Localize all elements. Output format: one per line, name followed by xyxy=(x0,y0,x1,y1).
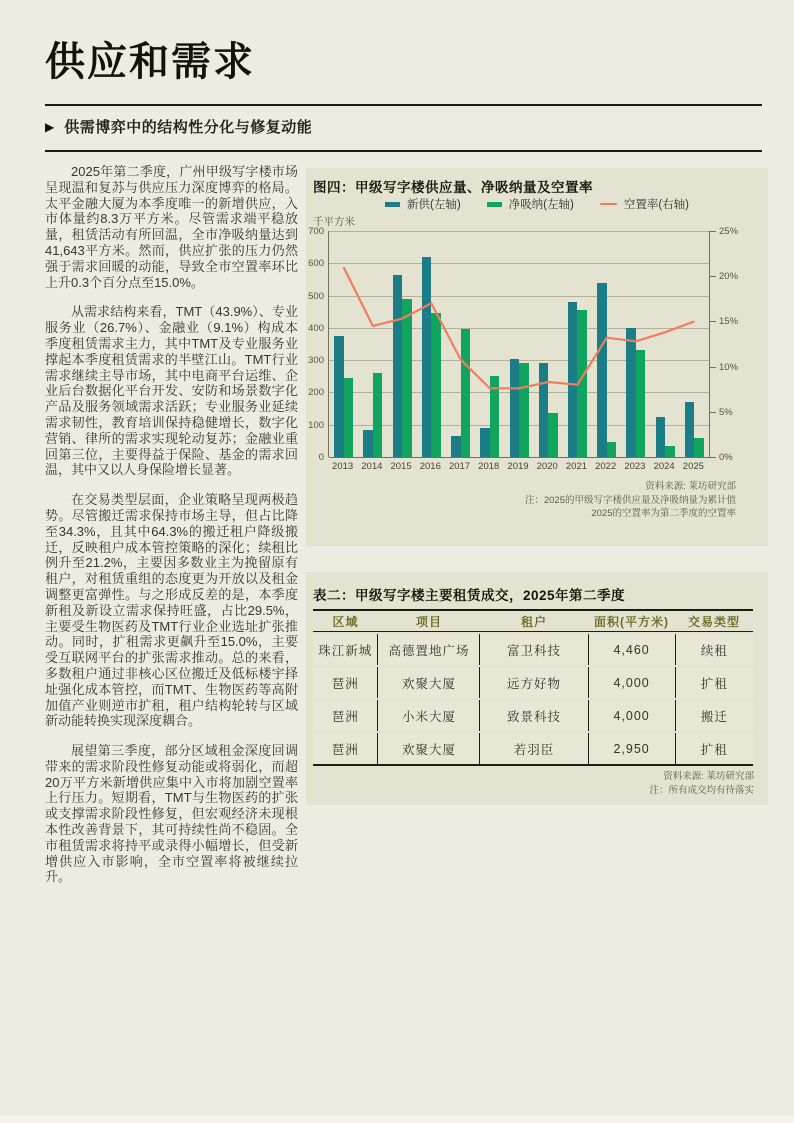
table-cell: 小米大厦 xyxy=(377,700,479,731)
table-title: 表二：甲级写字楼主要租赁成交，2025年第二季度 xyxy=(313,588,626,603)
y-axis-unit-label: 千平方米 xyxy=(313,216,355,228)
table-cell: 琶洲 xyxy=(331,709,359,724)
table-cell: 欢聚大厦 xyxy=(377,667,479,698)
figure-title: 图四：甲级写字楼供应量、净吸纳量及空置率 xyxy=(313,180,593,195)
right-axis-tick xyxy=(709,231,716,232)
left-axis-tick-label: 400 xyxy=(308,322,324,334)
table-footnotes xyxy=(649,770,754,797)
right-axis-tick-label: 25% xyxy=(719,226,739,237)
table-row xyxy=(313,733,753,764)
table-cell: 4,000 xyxy=(588,667,675,698)
table-row xyxy=(313,667,753,698)
table-cell: 琶洲 xyxy=(331,742,359,757)
x-axis-label-2013: 2013 xyxy=(332,461,354,472)
table-bottom-rule xyxy=(313,764,753,766)
x-axis-label-2024: 2024 xyxy=(653,461,675,472)
article-text-column xyxy=(45,164,298,899)
chart-source: 资料来源: 莱坊研究部 xyxy=(645,481,736,492)
leasing-table xyxy=(313,609,753,766)
table-cell: 珠江新城 xyxy=(318,643,373,658)
table-header-cell: 项目 xyxy=(415,614,442,629)
article-paragraph-2: 从需求结构来看，TMT（43.9%）、专业服务业（26.7%）、金融业（9.1%）构成本季度租赁需求主力，其中TMT及专业服务业撑起本季度租赁需求的半壁江山。TMT行业需求继续主导市场，其中电商平台运维、企业后台数据化平台开发、安防和场景数字化产品及服务领域需求活跃；专业服务业延续需求韧性，教育培训保持稳健增长，数字化营销、律所的需求实现轮动复苏；金融业重回第三位，主要得益于保险、基金的需求回温，其中又以人身保险增长显著。 xyxy=(45,304,298,478)
left-axis-tick-label: 500 xyxy=(308,290,324,302)
article-paragraph-4: 展望第三季度，部分区域租金深度回调带来的需求阶段性修复动能或将弱化，而超20万平方米新增供应集中入市将加剧空置率上行压力。短期看，TMT与生物医药的扩张或支撑需求阶段性修复，但宏观经济未现根本性改善背景下，其可持续性尚不稳固。全市租赁需求将持平或录得小幅增长，但受新增供应入市影响，全市空置率将被继续拉升。 xyxy=(45,743,298,885)
legend-label: 空置率(右轴) xyxy=(623,199,689,211)
table-cell: 搬迁 xyxy=(675,700,753,731)
x-axis-label-2015: 2015 xyxy=(390,461,412,472)
chart-note: 2025的空置率为第二季度的空置率 xyxy=(591,508,736,519)
table-header-row xyxy=(313,609,753,632)
header-divider-bottom xyxy=(45,150,762,152)
page-title: 供应和需求 xyxy=(45,40,255,84)
right-axis-tick-label: 5% xyxy=(719,406,733,418)
left-axis-tick-label: 600 xyxy=(308,258,324,270)
table-cell: 2,950 xyxy=(588,733,675,764)
article-paragraph-1: 2025年第二季度，广州甲级写字楼市场呈现温和复苏与供应压力深度博弈的格局。太平金融大厦为本季度唯一的新增供应，入市体量约8.3万平方米。尽管需求端平稳放量，租赁活动有所回温，全市净吸纳量达到41,643平方米。然而，供应扩张的压力仍然强于需求回暖的动能，导致全市空置率环比上升0.3个百分点至15.0%。 xyxy=(45,164,298,290)
page-bottom-edge xyxy=(0,1115,794,1123)
right-axis-tick-label: 0% xyxy=(719,452,733,463)
table-header-cell: 租户 xyxy=(520,614,547,629)
table-header-cell: 区域 xyxy=(332,614,359,629)
table-row xyxy=(313,634,753,665)
x-axis-label-2019: 2019 xyxy=(507,461,529,472)
right-axis-tick xyxy=(709,321,716,322)
left-axis-tick-label: 700 xyxy=(308,226,324,237)
table-cell: 4,460 xyxy=(588,634,675,665)
table-cell: 扩租 xyxy=(675,667,753,698)
table-cell: 扩租 xyxy=(675,733,753,764)
figure-panel xyxy=(306,168,768,546)
right-axis-tick-label: 15% xyxy=(719,316,739,328)
table-cell: 远方好物 xyxy=(479,667,587,698)
table-header-cell: 面积(平方米) xyxy=(594,614,669,629)
x-axis-label-2016: 2016 xyxy=(419,461,441,472)
section-subtitle: 供需博弈中的结构性分化与修复动能 xyxy=(64,119,313,136)
right-axis-tick-label: 10% xyxy=(719,361,739,373)
table-row xyxy=(313,700,753,731)
right-axis-tick xyxy=(709,457,716,458)
right-axis-tick xyxy=(709,412,716,413)
table-cell: 琶洲 xyxy=(331,676,359,691)
legend-label: 净吸纳(左轴) xyxy=(508,199,574,211)
table-cell: 若羽臣 xyxy=(479,733,587,764)
triangle-bullet-icon: ▶ xyxy=(45,119,55,134)
left-axis-tick-label: 100 xyxy=(308,419,324,431)
right-axis-tick xyxy=(709,367,716,368)
x-axis-label-2018: 2018 xyxy=(478,461,500,472)
section-subtitle-row xyxy=(45,116,762,137)
header-divider-top xyxy=(45,104,762,106)
left-axis-tick-label: 300 xyxy=(308,355,324,367)
table-source: 资料来源: 莱坊研究部 xyxy=(663,771,754,782)
left-axis-labels xyxy=(306,226,326,463)
article-paragraph-3: 在交易类型层面，企业策略呈现两极趋势。尽管搬迁需求保持市场主导，但占比降至34.3%，且其中64.3%的搬迁租户降级搬迁，反映租户成本管控策略的深化；续租比例升至21.2%，主要因多数业主为挽留原有租户，对租赁重组的态度更为开放以及租金调整更富弹性。与之形成反差的是，本季度新租及新设立需求保持旺盛，占比29.5%，主要受生物医药及TMT行业企业选址扩张推动。同时，扩租需求更飙升至15.0%，主要受互联网平台的扩张需求推动。总的来看，多数租户通过非核心区位搬迁及低标楼宇择址强化成本管控，而TMT、生物医药等高附加值产业则逆市扩租，租户结构轮转与区域新动能转换实现深度耦合。 xyxy=(45,492,298,729)
table-cell: 欢聚大厦 xyxy=(377,733,479,764)
x-axis-label-2022: 2022 xyxy=(595,461,617,472)
x-axis-label-2025: 2025 xyxy=(682,461,704,472)
table-cell: 4,000 xyxy=(588,700,675,731)
table-panel xyxy=(306,572,768,805)
table-cell: 致景科技 xyxy=(479,700,587,731)
x-axis-label-2017: 2017 xyxy=(448,461,471,472)
right-axis-tick xyxy=(709,276,716,277)
right-axis-labels xyxy=(709,226,765,463)
table-cell: 富卫科技 xyxy=(479,634,587,665)
table-header-cell: 交易类型 xyxy=(687,614,740,629)
legend-label: 新供(左轴) xyxy=(406,199,461,211)
x-axis-label-2020: 2020 xyxy=(536,461,558,472)
x-axis-label-2021: 2021 xyxy=(565,461,588,472)
left-axis-tick-label: 200 xyxy=(308,387,324,399)
x-axis-label-2014: 2014 xyxy=(361,461,383,472)
x-axis-label-2023: 2023 xyxy=(624,461,646,472)
left-axis-tick-label: 0 xyxy=(318,452,324,463)
table-note: 注：所有成交均有待落实 xyxy=(649,784,754,796)
table-cell: 续租 xyxy=(675,634,753,665)
table-cell: 高德置地广场 xyxy=(377,634,479,665)
chart-footnotes xyxy=(525,480,736,521)
chart-note: 注：2025的甲级写字楼供应量及净吸纳量为累计值 xyxy=(524,494,736,506)
right-axis-tick-label: 20% xyxy=(719,271,739,283)
